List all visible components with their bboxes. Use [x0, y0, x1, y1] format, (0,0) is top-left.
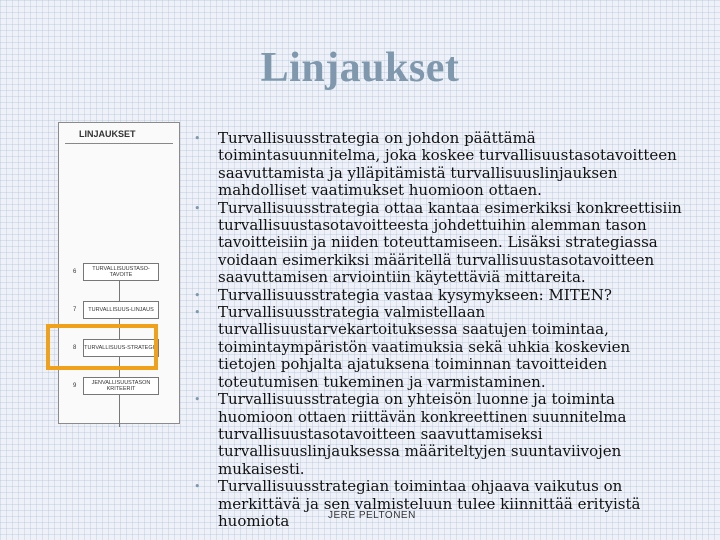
bullet-item [194, 304, 684, 391]
bullet-dot-icon: • [194, 306, 201, 320]
bullet-dot-icon: • [194, 132, 201, 145]
diagram-box-label: TURVALLISUUS-LINJAUS [88, 307, 154, 313]
bullet-list [194, 130, 684, 530]
diagram-box-number: 9 [73, 383, 77, 389]
diagram-box-label: TURVALLISUUSTASO-TAVOITE [92, 266, 150, 278]
bullet-dot-icon: • [194, 480, 201, 494]
bullet-item [194, 130, 684, 200]
bullet-text: Turvallisuusstrategia ottaa kantaa esimerkiksi konkreettisiin turvallisuustasotavoitteesta johdettuihin alemman tason tavoitteisiin ja niiden toteuttamiseen. Lisäksi strategiassa voidaan esimerkiksi määritellä turvallisuustasotavoitteen saavuttamisen arviointiin käytettäviä mittareita. [218, 198, 682, 287]
bullet-text: Turvallisuusstrategia on yhteisön luonne ja toiminta huomioon ottaen riittävän konkreettinen suunnitelma turvallisuustasotavoitteen saavuttamiseksi turvallisuuslinjauksessa määriteltyjen suuntaviivojen mukaisesti. [218, 390, 627, 478]
strategy-highlight-frame [46, 324, 158, 370]
bullet-item [194, 200, 684, 287]
bullet-dot-icon: • [194, 288, 201, 302]
bullet-text: Turvallisuusstrategian toimintaa ohjaava vaikutus on merkittävä ja sen valmisteluun tulee kiinnittää erityistä huomiota [218, 477, 641, 530]
diagram-box-turvallisuuslinjaus [83, 301, 159, 319]
diagram-box-turvallisuustasotavoite [83, 263, 159, 281]
bullet-text: Turvallisuusstrategia on johdon päättämä toimintasuunnitelma, joka koskee turvallisuustasotavoitteen saavuttamista ja ylläpitämistä turvallisuuslinjauksen mahdolliset vaatimukset huomioon ottaen. [218, 129, 677, 200]
diagram-rule [65, 143, 173, 144]
bullet-item [194, 391, 684, 478]
diagram-box-number: 7 [73, 307, 77, 313]
bullet-item [194, 287, 684, 304]
diagram-box-kriteerit [83, 377, 159, 395]
bullet-text: Turvallisuusstrategia valmistellaan turvallisuustarvekartoituksessa saatujen toimintaa, toimintaympäristön vaatimuksia sekä uhkia koskevien tietojen pohjalta ajatuksena toiminnan tavoitteiden toteutumisen tukeminen ja varmistaminen. [218, 303, 631, 391]
bullet-dot-icon: • [194, 393, 201, 407]
diagram-box-number: 6 [73, 269, 77, 275]
bullet-text: Turvallisuusstrategia vastaa kysymykseen: MITEN? [218, 285, 612, 304]
slide-footer: JERE PELTONEN [328, 510, 416, 521]
diagram-title: LINJAUKSET [79, 129, 136, 139]
diagram-box-label: JENVALLISUUSTASON KRITEERIT [91, 380, 151, 392]
bullet-dot-icon: • [194, 201, 201, 215]
linjaukset-diagram [58, 122, 180, 424]
slide-title: Linjaukset [260, 45, 460, 91]
diagram-box-number: 8 [73, 345, 77, 351]
bullet-item [194, 478, 684, 530]
diagram-box-label: TURVALLISUUS-STRATEGIA [84, 345, 158, 351]
